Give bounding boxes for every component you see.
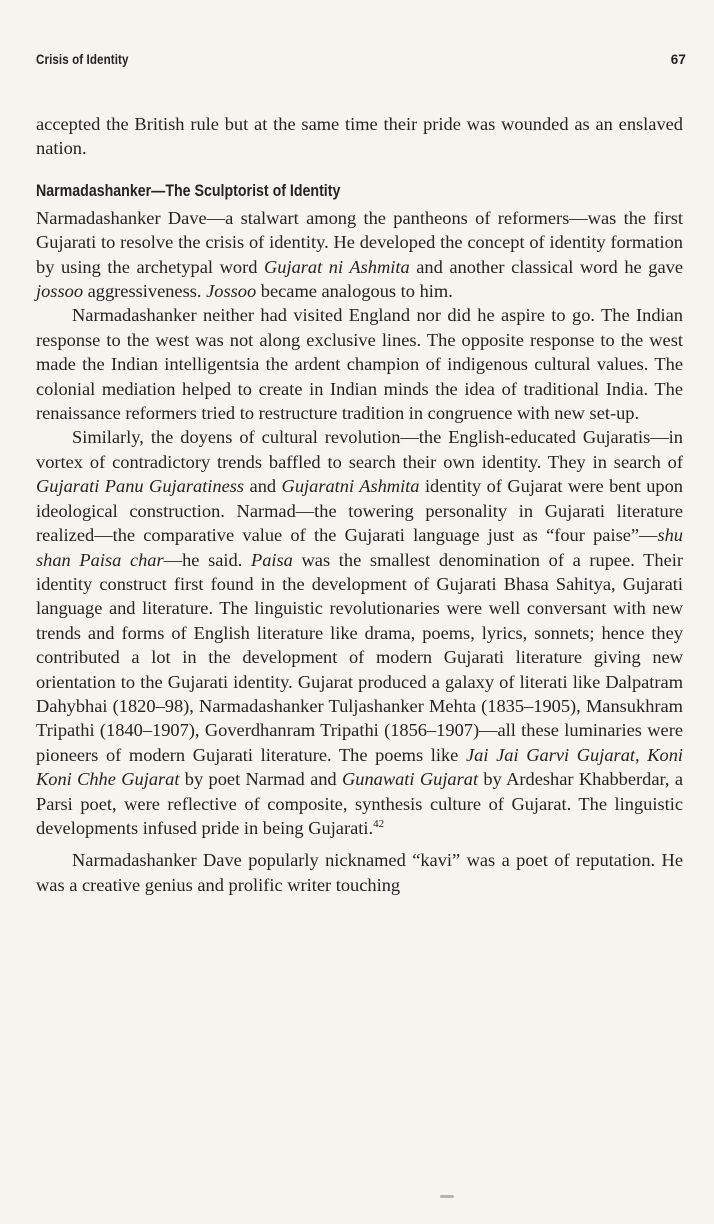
paragraph-1: Narmadashanker Dave—a stalwart among the pantheons of reformers—was the first Gujarati to resolve the crisis of identity. He developed the concept of identity formation by using the archetypal word Gujarat ni Ashmita and another classical word he gave jossoo aggressiveness. Jossoo became analogous to him.	[36, 207, 683, 302]
running-title: Crisis of Identity	[36, 52, 129, 67]
paragraph-3: Similarly, the doyens of cultural revolution—the English-educated Gujaratis—in vortex of contradictory trends baffled to search their own identity. They in search of Gujarati Panu Gujaratiness and Gujaratni Ashmita identity of Gujarat were bent upon ideological construction. Narmad—the towering personality in Gujarati literature realized—the comparative value of the Gujarati language just as “four paise”—shu shan Paisa char—he said. Paisa was the smallest denomination of a rupee. Their identity construct first found in the development of Gujarati Bhasa Sahitya, Gujarati language and literature. The linguistic revolutionaries were well conversant with new trends and forms of English literature like drama, poems, lyrics, sonnets; hence they contributed a lot in the development of modern Gujarati literature giving new orientation to the Gujarati identity. Gujarat produced a galaxy of literati like Dalpatram Dahybhai (1820–98), Narmadashanker Tuljashanker Mehta (1835–1905), Mansukhram Tripathi (1840–1907), Goverdhanram Tripathi (1856–1907)—all these luminaries were pioneers of modern Gujarati literature. The poems like Jai Jai Garvi Gujarat, Koni Koni Chhe Gujarat by poet Narmad and Gunawati Gujarat by Ardeshar Khabberdar, a Parsi poet, were reflective of composite, synthesis culture of Gujarat. The linguistic developments infused pride in being Gujarati.$^{42}$	[36, 427, 684, 838]
paragraph-2: Narmadashanker neither had visited England nor did he aspire to go. The Indian response to the west was not along exclusive lines. The opposite response to the west made the Indian intelligentsia the ardent champion of indigenous cultural values. The colonial mediation helped to create in Indian minds the idea of traditional India. The renaissance reformers tried to restructure tradition in congruence with new set-up.	[36, 305, 683, 424]
paragraph-continued: accepted the British rule but at the same time their pride was wounded as an enslaved nation.	[36, 114, 683, 159]
section-heading: Narmadashanker—The Sculptorist of Identity	[36, 181, 341, 200]
print-smudge	[440, 1195, 454, 1198]
paragraph-4: Narmadashanker Dave popularly nicknamed “kavi” was a poet of reputation. He was a creative genius and prolific writer touching	[36, 850, 683, 895]
footnote-ref: 42	[373, 817, 385, 830]
page-number: 67	[670, 52, 686, 67]
page-body	[36, 112, 683, 897]
